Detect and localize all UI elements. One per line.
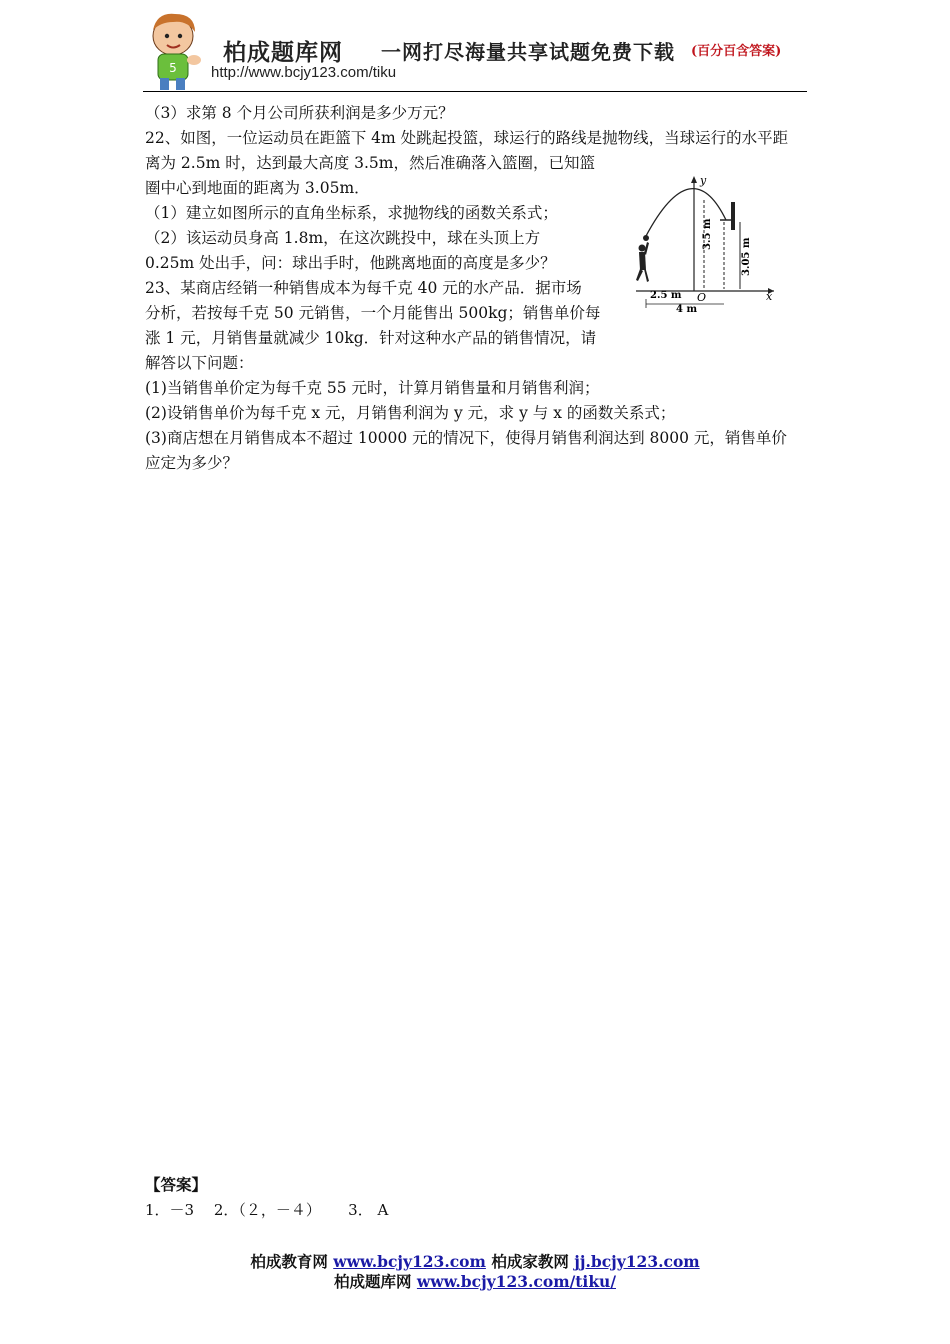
question-22-line1: 22、如图，一位运动员在距篮下 4m 处跳起投篮，球运行的路线是抛物线，当球运行的水平距: [145, 129, 789, 147]
footer-label-tutoring: 柏成家教网: [491, 1252, 569, 1271]
y-axis-label: y: [700, 174, 707, 187]
y-axis-arrow-icon: [691, 176, 697, 183]
question-23-part3a: (3)商店想在月销售成本不超过 10000 元的情况下，使得月销售利润达到 8000 元，销售单价: [145, 429, 787, 447]
question-23-line3: 涨 1 元，月销售量就减少 10kg．针对这种水产品的销售情况，请: [145, 329, 597, 347]
question-23-line1: 23、某商店经销一种销售成本为每千克 40 元的水产品．据市场: [145, 279, 582, 297]
question-22-part2b: 0.25m 处出手，问：球出手时，他跳离地面的高度是多少？: [145, 254, 556, 272]
header-divider: [143, 91, 807, 92]
question-21-part3: （3）求第 8 个月公司所获利润是多少万元？: [145, 104, 454, 122]
distance-4-label: 4 m: [676, 304, 698, 315]
answers-line: 1．－3 2．（２，－４） 3． A: [145, 1201, 389, 1219]
svg-text:5: 5: [169, 61, 177, 75]
x-axis-label: x: [766, 290, 773, 303]
question-22-part1: （1）建立如图所示的直角坐标系，求抛物线的函数关系式；: [145, 204, 558, 222]
footer-link-tiku[interactable]: www.bcjy123.com/tiku/: [416, 1272, 616, 1291]
question-22-line3: 圈中心到地面的距离为 3.05m．: [145, 179, 370, 197]
player-icon: [636, 242, 649, 282]
footer-link-main[interactable]: www.bcjy123.com: [333, 1252, 486, 1271]
question-22-line2: 离为 2.5m 时，达到最大高度 3.5m，然后准确落入篮圈，已知篮: [145, 154, 595, 172]
footer-line2: [0, 1270, 950, 1292]
hoop-height-label: 3.05 m: [741, 237, 752, 276]
answer-tag: (百分百含答案): [691, 44, 782, 59]
question-23-part2: (2)设销售单价为每千克 x 元，月销售利润为 y 元，求 y 与 x 的函数关系式；: [145, 404, 676, 422]
max-height-label: 3.5 m: [702, 218, 713, 250]
backboard-icon: [731, 202, 735, 230]
site-url[interactable]: http://www.bcjy123.com/tiku: [211, 64, 397, 81]
site-slogan: 一网打尽海量共享试题免费下载: [381, 40, 675, 64]
question-23-line2: 分析，若按每千克 50 元销售，一个月能售出 500kg；销售单价每: [145, 304, 601, 322]
footer-label-tiku: 柏成题库网: [334, 1272, 412, 1291]
page-header: [143, 8, 807, 94]
distance-2-5-label: 2.5 m: [650, 290, 682, 301]
question-23-part1: (1)当销售单价定为每千克 55 元时，计算月销售量和月销售利润；: [145, 379, 600, 397]
footer-link-tutoring[interactable]: jj.bcjy123.com: [574, 1252, 700, 1271]
site-name: 柏成题库网: [223, 39, 343, 66]
footer-label-education: 柏成教育网: [250, 1252, 328, 1271]
question-22-part2a: （2）该运动员身高 1.8m，在这次跳投中，球在头顶上方: [145, 229, 541, 247]
ball-icon: [643, 235, 649, 241]
ball-trajectory: [646, 189, 726, 236]
question-23-line4: 解答以下问题：: [145, 354, 254, 372]
mascot-logo: [143, 10, 209, 92]
question-23-part3b: 应定为多少？: [145, 454, 239, 472]
answers-heading: 【答案】: [145, 1175, 208, 1194]
origin-label: O: [697, 291, 707, 304]
basketball-figure: [628, 172, 780, 334]
footer-line1: [0, 1250, 950, 1272]
